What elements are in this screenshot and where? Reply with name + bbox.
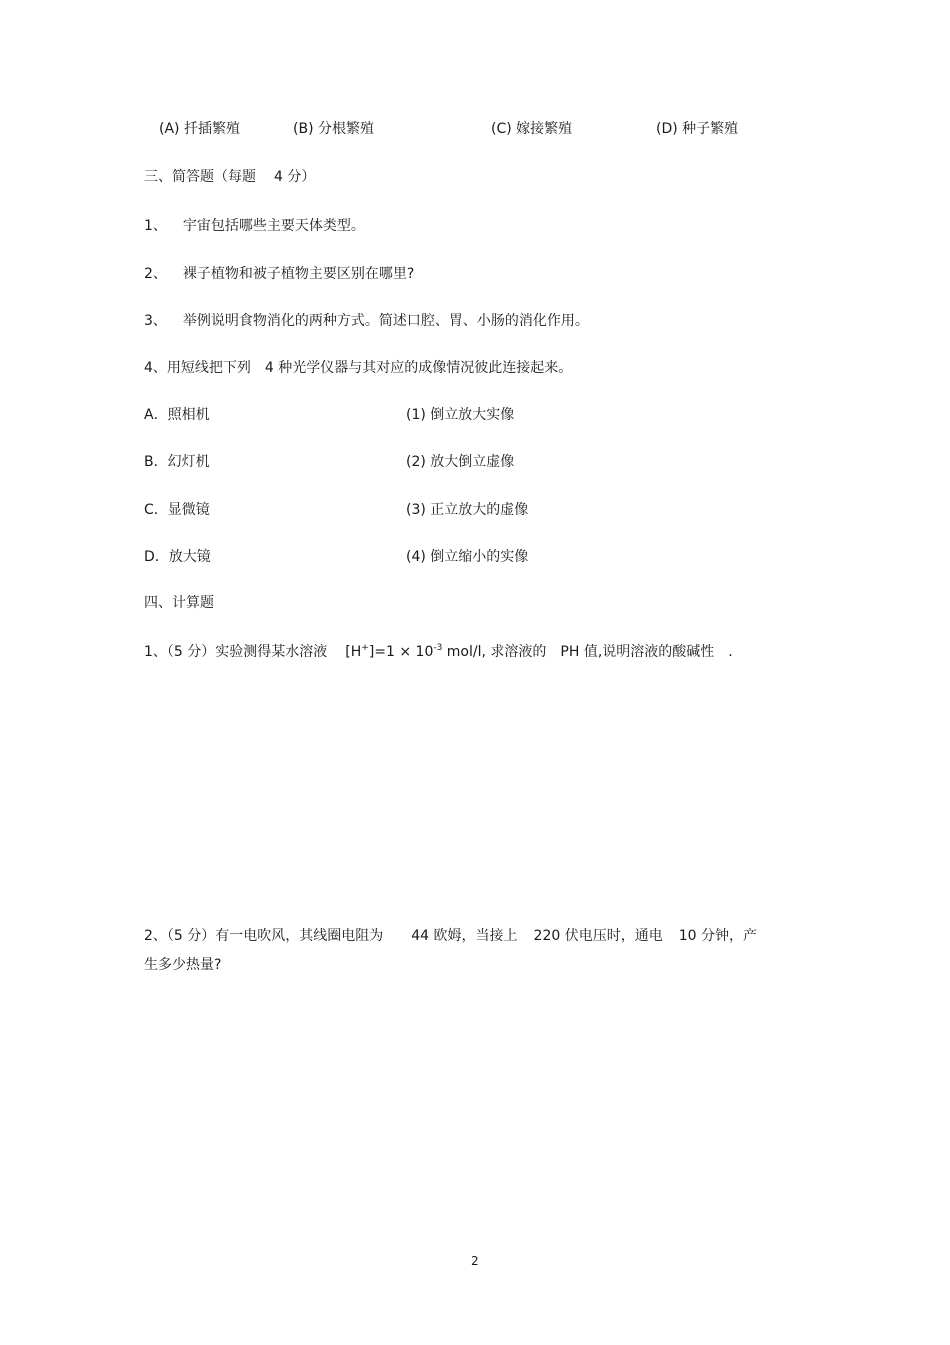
q1-part-a: 1、（5 分）实验测得某水溶液 [144,644,328,660]
section3-question-4 [144,359,572,377]
option-a: (A) 扦插繁殖 [159,121,240,137]
instrument-b: B．幻灯机 [144,454,210,470]
instrument-a: A．照相机 [144,407,210,423]
q1-sup-exp: -3 [433,643,443,653]
option-b: (B) 分根繁殖 [293,121,374,137]
question-text: 举例说明食物消化的两种方式。简述口腔、胃、小肠的消化作用。 [182,313,589,329]
question-text-a: 4、用短线把下列 [144,360,251,376]
section3-heading-b: 4 分） [274,169,316,185]
q1-part-b: [H [345,644,362,660]
image-1: (1) 倒立放大实像 [406,407,515,423]
question-text-b: 4 种光学仪器与其对应的成像情况彼此连接起来。 [264,360,573,376]
q1-part-d: mol/l, 求溶液的 [442,644,547,660]
question-text: 裸子植物和被子植物主要区别在哪里? [182,266,415,282]
section4-question-1 [144,643,733,661]
section3-heading [144,168,315,186]
question-number: 1、 [144,218,167,234]
q2-part-a: 2、（5 分）有一电吹风，其线圈电阻为 [144,928,384,944]
page-number: 2 [471,1254,479,1268]
q1-part-e: PH 值,说明溶液的酸碱性 [560,644,715,660]
section3-question-1 [144,217,365,235]
question-number: 2、 [144,266,167,282]
q2-part-b: 44 欧姆，当接上 [411,928,518,944]
question-text: 宇宙包括哪些主要天体类型。 [182,218,365,234]
q1-part-c: ]=1 × 10 [368,644,434,660]
image-2: (2) 放大倒立虚像 [406,454,515,470]
image-3: (3) 正立放大的虚像 [406,502,529,518]
section4-question-2-line1 [144,927,757,945]
option-d: (D) 种子繁殖 [656,121,739,137]
section3-question-3 [144,312,589,330]
image-4: (4) 倒立缩小的实像 [406,549,529,565]
section3-heading-a: 三、简答题（每题 [144,169,256,185]
option-c: (C) 嫁接繁殖 [491,121,573,137]
question-number: 3、 [144,313,167,329]
section4-question-2-line2: 生多少热量? [144,957,222,973]
q1-sup-plus: + [361,643,369,653]
q2-part-d: 10 分钟，产 [678,928,757,944]
q2-part-c: 220 伏电压时，通电 [533,928,663,944]
section4-heading: 四、计算题 [144,595,214,611]
section3-question-2 [144,265,414,283]
instrument-c: C．显微镜 [144,502,210,518]
instrument-d: D．放大镜 [144,549,211,565]
q1-part-f: . [728,644,733,660]
